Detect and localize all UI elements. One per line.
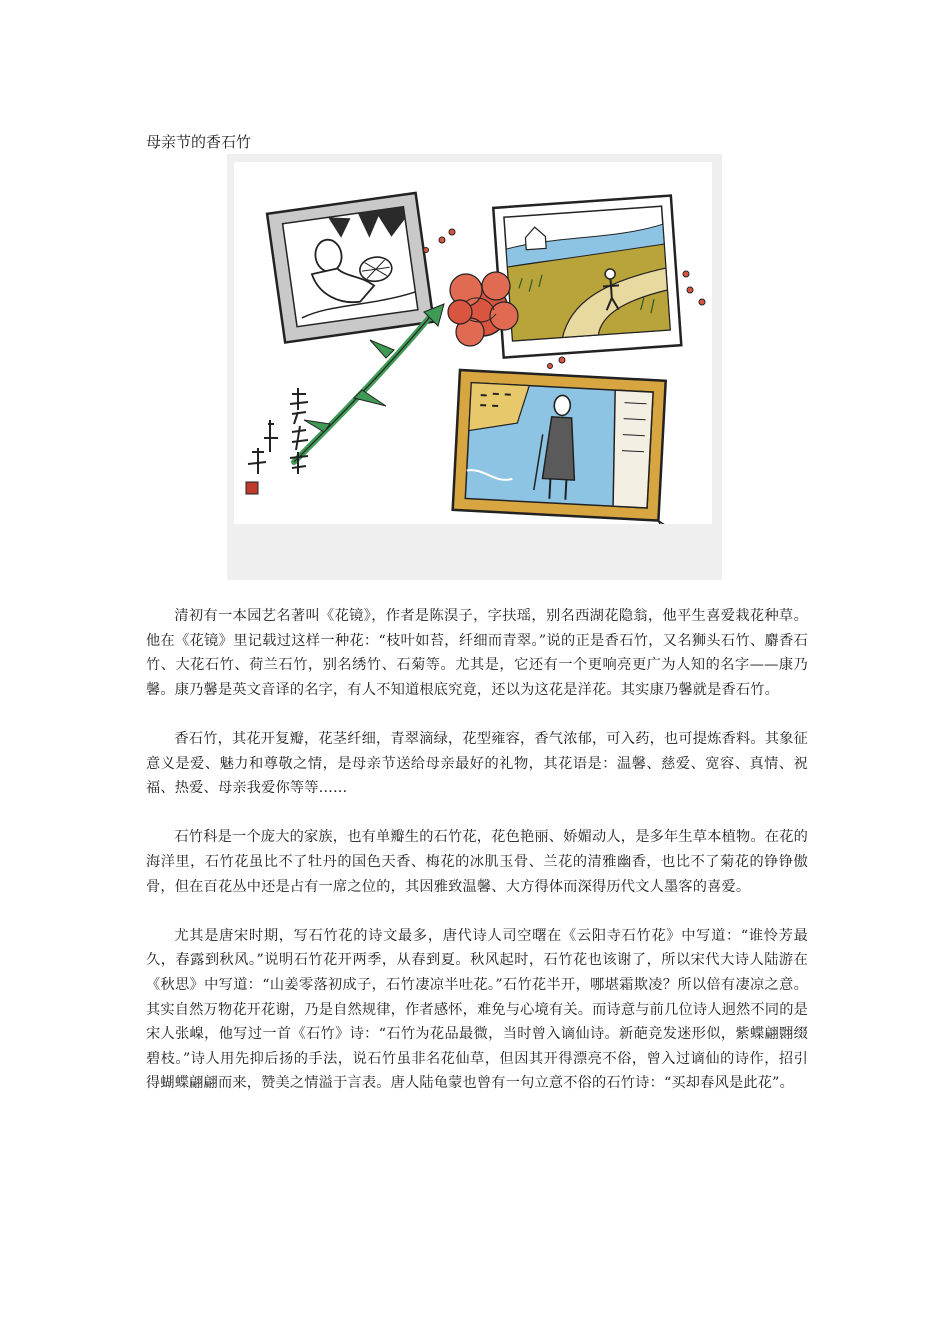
photo-frame-elder bbox=[452, 370, 682, 524]
artist-signature bbox=[246, 388, 308, 494]
article-body bbox=[146, 604, 808, 1120]
illustration-container bbox=[227, 154, 722, 580]
paragraph-2: 香石竹，其花开复瓣，花茎纤细，青翠滴绿，花型雍容，香气浓郁，可入药，也可提炼香料。其象征意义是爱、魅力和尊敬之情，是母亲节送给母亲最好的礼物，其花语是：温馨、慈爱、宽容、真情、祝福、热爱、母亲我爱你等等…… bbox=[146, 730, 808, 797]
paragraph-4: 尤其是唐宋时期，写石竹花的诗文最多，唐代诗人司空曙在《云阳寺石竹花》中写道：“谁怜芳最久，春露到秋风。”说明石竹花开两季，从春到夏。秋风起时，石竹花也该谢了，所以宋代大诗人陆游在《秋思》中写道：“山姜零落初成子，石竹凄凉半吐花。”石竹花半开，哪堪霜欺凌？所以倍有凄凉之意。其实自然万物花开花谢，乃是自然规律，作者感怀，难免与心境有关。而诗意与前几位诗人迥然不同的是宋人张嵲，他写过一首《石竹》诗：“石竹为花品最微，当时曾入谪仙诗。新葩竞发迷形似，紫蝶翩翾缀碧枝。”诗人用先抑后扬的手法，说石竹虽非名花仙草，但因其开得漂亮不俗，曾入过谪仙的诗作，招引得蝴蝶翩翩而来，赞美之情溢于言表。唐人陆龟蒙也曾有一句立意不俗的石竹诗：“买却春风是此花”。 bbox=[146, 927, 808, 1092]
illustration bbox=[234, 162, 712, 524]
paragraph-1: 清初有一本园艺名著叫《花镜》，作者是陈淏子，字扶瑶，别名西湖花隐翁，他平生喜爱栽花种草。他在《花镜》里记载过这样一种花：“枝叶如苔，纤细而青翠。”说的正是香石竹，又名狮头石竹、麝香石竹、大花石竹、荷兰石竹，别名绣竹、石菊等。尤其是，它还有一个更响亮更广为人知的名字——康乃馨。康乃馨是英文音译的名字，有人不知道根底究竟，还以为这花是洋花。其实康乃馨就是香石竹。 bbox=[146, 608, 808, 698]
article-title: 母亲节的香石竹 bbox=[146, 133, 252, 151]
photo-frame-countryside bbox=[493, 196, 681, 358]
paragraph-3: 石竹科是一个庞大的家族，也有单瓣生的石竹花，花色艳丽、娇媚动人，是多年生草本植物。在花的海洋里，石竹花虽比不了牡丹的国色天香、梅花的冰肌玉骨、兰花的清雅幽香，也比不了菊花的铮铮傲骨，但在百花丛中还是占有一席之位的，其因雅致温馨、大方得体而深得历代文人墨客的喜爱。 bbox=[146, 829, 808, 895]
photo-frame-mother-child bbox=[267, 193, 434, 343]
